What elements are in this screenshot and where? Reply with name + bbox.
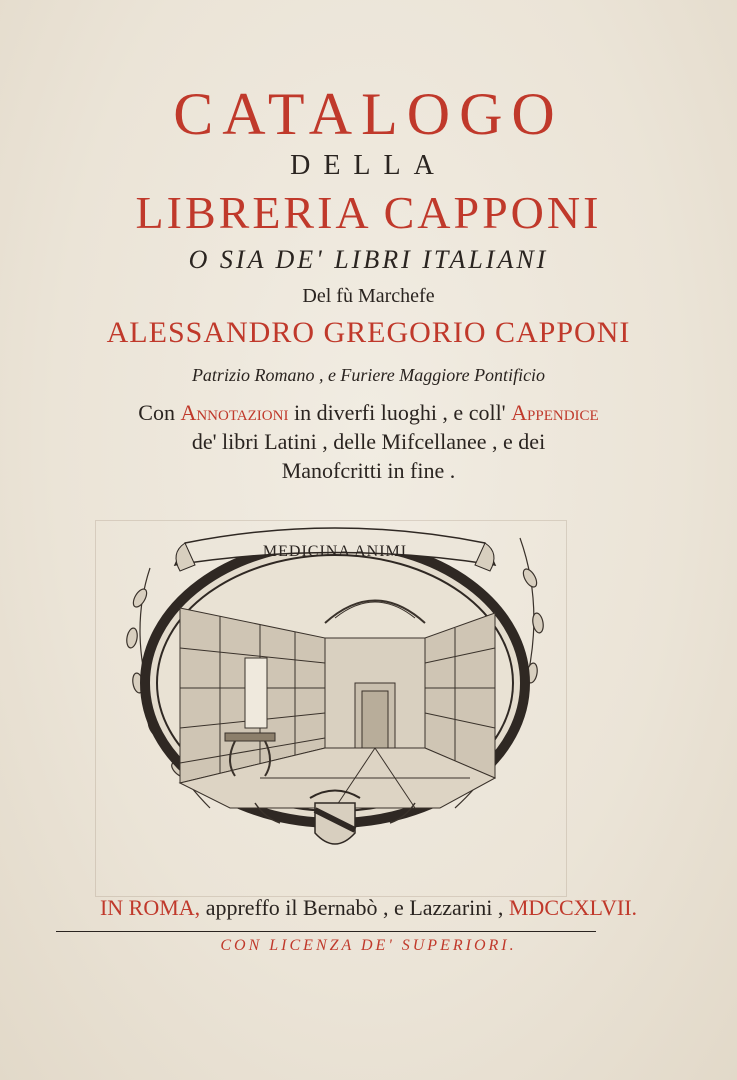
- description-line-3: Manofcritti in fine .: [281, 458, 456, 483]
- description-con: Con: [138, 400, 181, 425]
- divider-rule: [56, 931, 596, 932]
- description-line-1: [0, 400, 737, 426]
- description-line-2: de' libri Latini , delle Mifcellanee , e dei: [191, 429, 546, 454]
- description-mid: in diverfi luoghi , e coll': [288, 400, 512, 425]
- library-vignette: [110, 498, 560, 878]
- description-annotazioni: Annotazioni: [180, 400, 289, 425]
- imprint: [0, 895, 737, 921]
- description-appendice: Appendice: [511, 400, 599, 425]
- title-libreria-capponi: LIBRERIA CAPPONI: [135, 187, 602, 238]
- motto-text: MEDICINA ANIMI: [262, 543, 408, 560]
- author-titles: Patrizio Romano , e Furiere Maggiore Pontificio: [191, 365, 546, 385]
- subtitle-libri-italiani: O SIA DE' LIBRI ITALIANI: [188, 245, 549, 274]
- imprint-printer: appreffo il Bernabò , e Lazzarini ,: [200, 895, 509, 920]
- license-line: CON LICENZA DE' SUPERIORI.: [220, 937, 517, 954]
- imprint-place: IN ROMA,: [99, 895, 201, 920]
- title-catalogo: CATALOGO: [173, 81, 564, 147]
- imprint-year: MDCCXLVII.: [508, 895, 638, 920]
- title-della: DELLA: [290, 150, 447, 181]
- author-name: ALESSANDRO GREGORIO CAPPONI: [106, 316, 631, 349]
- subtitle-marchese: Del fù Marchefe: [302, 285, 435, 307]
